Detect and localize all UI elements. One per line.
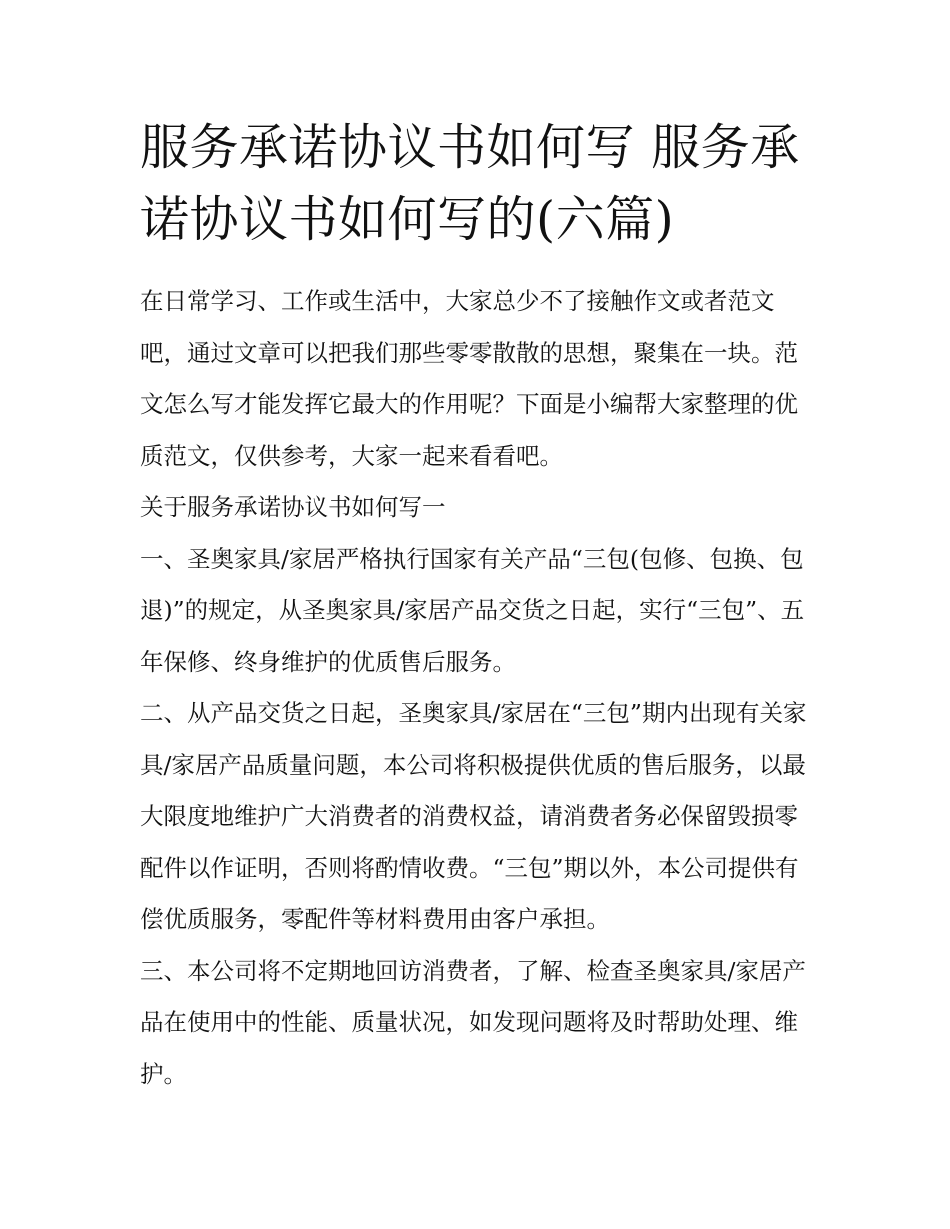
clause-three-paragraph: 三、本公司将不定期地回访消费者，了解、检查圣奥家具/家居产品在使用中的性能、质量状况，如发现问题将及时帮助处理、维护。 <box>140 956 806 1088</box>
document-title: 服务承诺协议书如何写 服务承诺协议书如何写的(六篇) <box>140 119 800 248</box>
intro-paragraph: 在日常学习、工作或生活中，大家总少不了接触作文或者范文吧，通过文章可以把我们那些零零散散的思想，聚集在一块。范文怎么写才能发挥它最大的作用呢？下面是小编帮大家整理的优质范文，仅供参考，大家一起来看看吧。 <box>140 287 798 470</box>
document-body <box>140 276 812 1100</box>
section-heading: 关于服务承诺协议书如何写一 <box>140 493 446 521</box>
clause-one-paragraph: 一、圣奥家具/家居严格执行国家有关产品“三包(包修、包换、包退)”的规定，从圣奥家具/家居产品交货之日起，实行“三包”、五年保修、终身维护的优质售后服务。 <box>140 544 805 676</box>
clause-two-paragraph: 二、从产品交货之日起，圣奥家具/家居在“三包”期内出现有关家具/家居产品质量问题，本公司将积极提供优质的售后服务，以最大限度地维护广大消费者的消费权益，请消费者务必保留毁损零配件以作证明，否则将酌情收费。“三包”期以外，本公司提供有偿优质服务，零配件等材料费用由客户承担。 <box>140 699 807 933</box>
